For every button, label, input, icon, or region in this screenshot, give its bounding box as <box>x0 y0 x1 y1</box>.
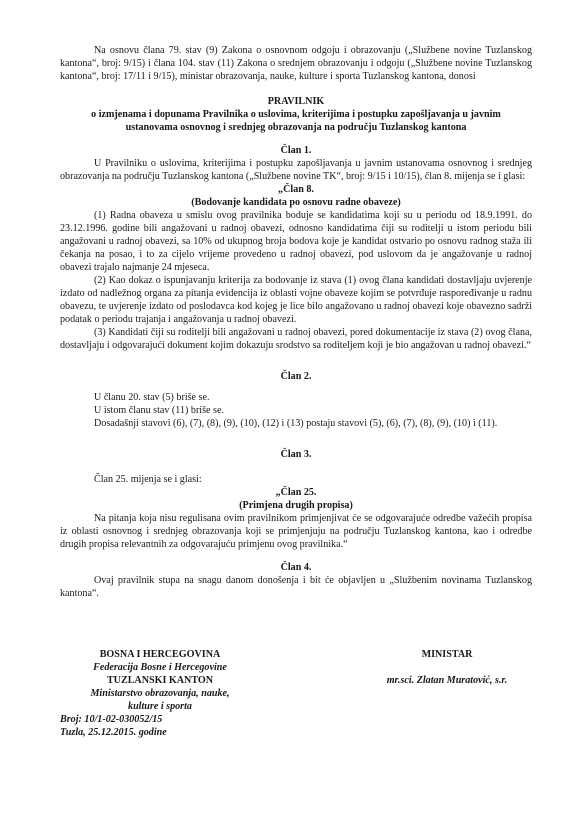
clan3-heading: Član 3. <box>280 449 312 460</box>
issuer-block <box>60 648 260 739</box>
clan8-paragraph-2: (2) Kao dokaz o ispunjavanju kriterija za bodovanje iz stava (1) ovog člana kandidati dostavljaju uvjerenje izdato od nadležnog organa za pitanja evidencija iz oblasti vojne obaveze kojim se potvrđuje raspoređivanje u radnu obavezu, te uvjerenje izdato od poslodavca kod kojeg je lice bilo angažovano u radnoj obavezi koje obavezno sadrži podatak o periodu trajanja i angažovanja u radnoj obavezi. <box>60 275 532 325</box>
clan2-line-1: U članu 20. stav (5) briše se. <box>94 392 210 403</box>
minister-block <box>362 648 532 687</box>
document-title: PRAVILNIK <box>267 96 325 107</box>
clan8-heading: „Član 8. <box>278 184 314 195</box>
minister-name: mr.sci. Zlatan Muratović, s.r. <box>386 675 508 686</box>
minister-title: MINISTAR <box>421 649 473 660</box>
issuer-line: BOSNA I HERCEGOVINA <box>99 649 221 660</box>
clan4-heading: Član 4. <box>280 562 312 573</box>
clan25-title: (Primjena drugih propisa) <box>239 500 353 511</box>
intro-paragraph: Na osnovu člana 79. stav (9) Zakona o osnovnom odgoju i obrazovanju („Službene novine Tuzlanskog kantona“, broj: 9/15) i člana 104. stav (11) Zakona o srednjem obrazovanju i odgoju („Službene novine Tuzlanskog kantona“, broj: 17/11 i 9/15), ministar obrazovanja, nauke, kulture i sporta Tuzlanskog kantona, donosi <box>60 45 532 82</box>
clan25-heading: „Član 25. <box>275 487 317 498</box>
clan8-paragraph-1: (1) Radna obaveza u smislu ovog pravilnika boduje se kandidatima koji su u periodu od 18.9.1991. do 23.12.1996. godine bili angažovani u radnoj obavezi, odnosno kandidatima čiji su roditelji u istom periodu bili angažovani u radnoj obavezi, sa 10% od ukupnog broja bodova koje je kandidat ostvario po osnovu radnog staža ili čekanja na posao, i to za cijelo vrijeme provedeno u radnoj obavezi, pod uslovom da je angažovanje u radnoj obavezi trajalo najmanje 24 mjeseca. <box>60 210 532 273</box>
document-date: Tuzla, 25.12.2015. godine <box>60 727 167 738</box>
clan3-text: Član 25. mijenja se i glasi: <box>94 474 202 485</box>
clan1-text: U Pravilniku o uslovima, kriterijima i postupku zapošljavanja u javnim ustanovama osnovnog i srednjeg obrazovanja na području Tuzlanskog kantona („Službene novine TK“, broj: 9/15 i 10/15), član 8. mijenja se i glasi: <box>60 158 532 182</box>
clan8-paragraph-3: (3) Kandidati čiji su roditelji bili angažovani u radnoj obavezi, pored dokumentacije iz stava (2) ovog člana, dostavljaju i odgovarajući dokument kojim dokazuju srodstvo sa roditeljem koji je bio angažovan u radnoj obavezi.“ <box>60 327 532 351</box>
clan2-line-2: U istom članu stav (11) briše se. <box>94 405 224 416</box>
issuer-line: Ministarstvo obrazovanja, nauke, <box>90 688 230 699</box>
document-number: Broj: 10/1-02-030052/15 <box>60 714 163 725</box>
document-body <box>60 44 532 600</box>
clan2-heading: Član 2. <box>280 371 312 382</box>
issuer-line: kulture i sporta <box>128 701 192 712</box>
clan8-title: (Bodovanje kandidata po osnovu radne obaveze) <box>191 197 401 208</box>
clan1-heading: Član 1. <box>280 145 312 156</box>
document-subtitle: o izmjenama i dopunama Pravilnika o uslovima, kriterijima i postupku zapošljavanja u javnim ustanovama osnovnog i srednjeg obrazovanja na području Tuzlanskog kantona <box>91 109 501 133</box>
clan2-line-3: Dosadašnji stavovi (6), (7), (8), (9), (10), (12) i (13) postaju stavovi (5), (6), (7), (8), (9), (10) i (11). <box>94 418 498 429</box>
issuer-line: Federacija Bosne i Hercegovine <box>93 662 227 673</box>
clan4-text: Ovaj pravilnik stupa na snagu danom donošenja i bit će objavljen u „Službenim novinama Tuzlanskog kantona“. <box>60 575 532 599</box>
clan25-paragraph: Na pitanja koja nisu regulisana ovim pravilnikom primjenjivat će se odgovarajuće odredbe važećih propisa iz oblasti osnovnog i srednjeg obrazovanja koji se primjenjuju na području Tuzlanskog kantona, kao i odredbe drugih propisa relevantnih za odgovarajuću primjenu ovog pravilnika.“ <box>60 513 532 550</box>
issuer-line: TUZLANSKI KANTON <box>106 675 214 686</box>
